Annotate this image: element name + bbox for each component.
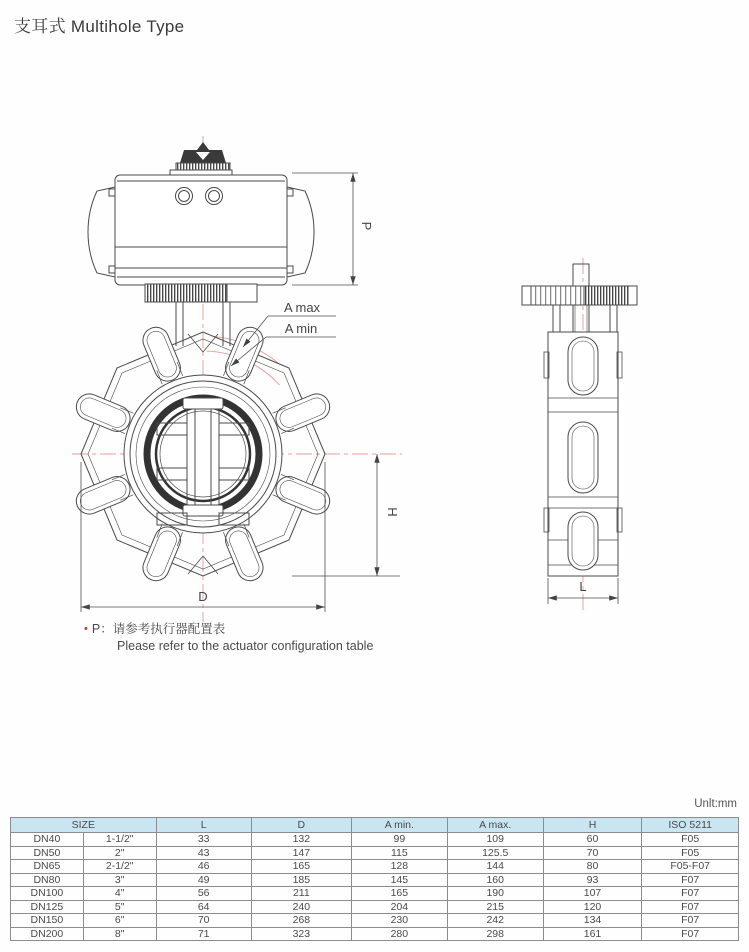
table-row bbox=[11, 860, 739, 874]
cell-a-max: 160 bbox=[447, 873, 543, 887]
cell-iso: F07 bbox=[642, 873, 739, 887]
cell-l: 33 bbox=[156, 833, 251, 847]
cell-l: 49 bbox=[156, 873, 251, 887]
note-text-zh: P：请参考执行器配置表 bbox=[91, 622, 226, 636]
table-row bbox=[11, 900, 739, 914]
cell-dn: DN65 bbox=[11, 860, 84, 874]
cell-d: 211 bbox=[251, 887, 351, 901]
cell-a-min: 165 bbox=[351, 887, 447, 901]
cell-inch: 3" bbox=[83, 873, 156, 887]
cell-a-min: 128 bbox=[351, 860, 447, 874]
cell-iso: F05 bbox=[642, 833, 739, 847]
cell-h: 93 bbox=[543, 873, 642, 887]
cell-iso: F07 bbox=[642, 914, 739, 928]
cell-dn: DN125 bbox=[11, 900, 84, 914]
cell-inch: 2-1/2" bbox=[83, 860, 156, 874]
cell-a-min: 115 bbox=[351, 846, 447, 860]
table-row bbox=[11, 873, 739, 887]
header-a-min: A min. bbox=[351, 818, 447, 833]
cell-inch: 5" bbox=[83, 900, 156, 914]
cell-h: 107 bbox=[543, 887, 642, 901]
cell-h: 161 bbox=[543, 927, 642, 941]
table-row bbox=[11, 887, 739, 901]
page-title: 支耳式 Multihole Type bbox=[14, 17, 185, 36]
header-size: SIZE bbox=[11, 818, 157, 833]
cell-a-max: 190 bbox=[447, 887, 543, 901]
note-bullet-icon: • bbox=[84, 623, 88, 635]
cell-l: 46 bbox=[156, 860, 251, 874]
cell-a-min: 204 bbox=[351, 900, 447, 914]
cell-l: 71 bbox=[156, 927, 251, 941]
cell-a-min: 145 bbox=[351, 873, 447, 887]
cell-a-max: 215 bbox=[447, 900, 543, 914]
cell-l: 56 bbox=[156, 887, 251, 901]
table-header-row bbox=[11, 818, 739, 833]
cell-h: 60 bbox=[543, 833, 642, 847]
cell-dn: DN100 bbox=[11, 887, 84, 901]
actuator-front-view bbox=[88, 142, 314, 346]
dim-label-a-max: A max bbox=[283, 300, 321, 315]
note-text-en: Please refer to the actuator configuration table bbox=[117, 639, 374, 653]
cell-l: 43 bbox=[156, 846, 251, 860]
cell-h: 70 bbox=[543, 846, 642, 860]
cell-a-max: 125.5 bbox=[447, 846, 543, 860]
cell-inch: 2" bbox=[83, 846, 156, 860]
header-iso: ISO 5211 bbox=[642, 818, 739, 833]
header-l: L bbox=[156, 818, 251, 833]
dimension-table bbox=[10, 817, 739, 941]
table-row bbox=[11, 846, 739, 860]
cell-h: 134 bbox=[543, 914, 642, 928]
cell-inch: 1-1/2" bbox=[83, 833, 156, 847]
cell-iso: F07 bbox=[642, 887, 739, 901]
cell-a-max: 144 bbox=[447, 860, 543, 874]
cell-a-max: 242 bbox=[447, 914, 543, 928]
cell-d: 147 bbox=[251, 846, 351, 860]
header-a-max: A max. bbox=[447, 818, 543, 833]
unit-label: Unlt:mm bbox=[694, 798, 737, 810]
cell-dn: DN80 bbox=[11, 873, 84, 887]
dim-label-h: H bbox=[385, 507, 400, 517]
cell-inch: 4" bbox=[83, 887, 156, 901]
header-d: D bbox=[251, 818, 351, 833]
cell-h: 80 bbox=[543, 860, 642, 874]
cell-d: 240 bbox=[251, 900, 351, 914]
dim-label-d: D bbox=[198, 589, 208, 604]
dim-label-l: L bbox=[579, 579, 587, 594]
cell-l: 70 bbox=[156, 914, 251, 928]
dim-label-a-min: A min bbox=[284, 321, 318, 336]
cell-iso: F05-F07 bbox=[642, 860, 739, 874]
cell-iso: F05 bbox=[642, 846, 739, 860]
table-row bbox=[11, 914, 739, 928]
dim-label-p: P bbox=[359, 221, 374, 231]
valve-side-view bbox=[522, 264, 637, 576]
table-row bbox=[11, 927, 739, 941]
cell-dn: DN50 bbox=[11, 846, 84, 860]
cell-dn: DN40 bbox=[11, 833, 84, 847]
cell-inch: 8" bbox=[83, 927, 156, 941]
cell-iso: F07 bbox=[642, 927, 739, 941]
cell-a-min: 280 bbox=[351, 927, 447, 941]
cell-iso: F07 bbox=[642, 900, 739, 914]
table-row bbox=[11, 833, 739, 847]
cell-d: 323 bbox=[251, 927, 351, 941]
cell-d: 185 bbox=[251, 873, 351, 887]
cell-d: 268 bbox=[251, 914, 351, 928]
cell-dn: DN200 bbox=[11, 927, 84, 941]
cell-inch: 6" bbox=[83, 914, 156, 928]
cell-dn: DN150 bbox=[11, 914, 84, 928]
cell-h: 120 bbox=[543, 900, 642, 914]
actuator-note bbox=[84, 621, 373, 655]
cell-a-min: 230 bbox=[351, 914, 447, 928]
cell-a-min: 99 bbox=[351, 833, 447, 847]
header-h: H bbox=[543, 818, 642, 833]
cell-l: 64 bbox=[156, 900, 251, 914]
cell-d: 165 bbox=[251, 860, 351, 874]
cell-a-max: 298 bbox=[447, 927, 543, 941]
cell-a-max: 109 bbox=[447, 833, 543, 847]
cell-d: 132 bbox=[251, 833, 351, 847]
